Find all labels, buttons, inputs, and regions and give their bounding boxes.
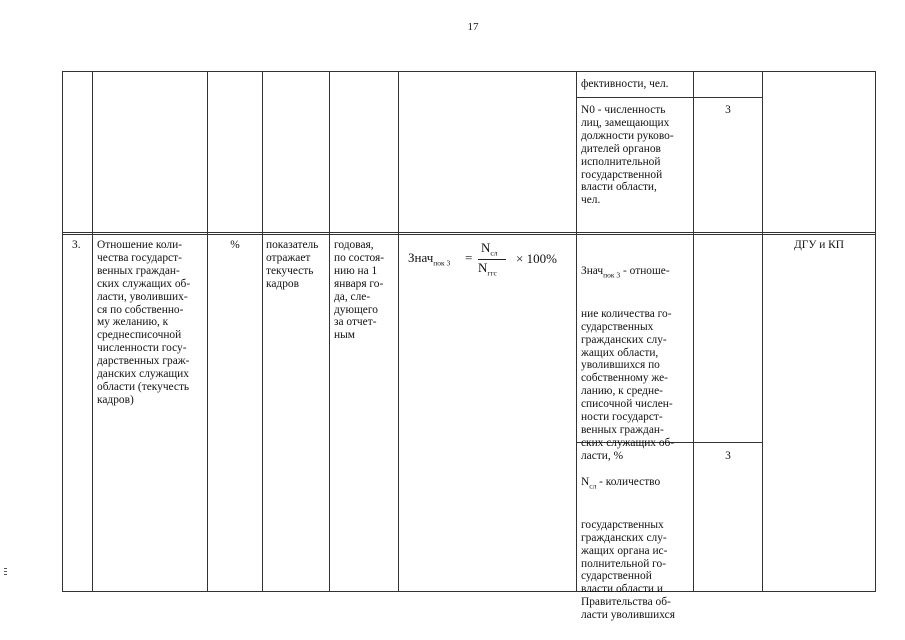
responsible-body: ДГУ и КП xyxy=(793,239,845,251)
formula-equals: = xyxy=(465,250,473,265)
unit-of-measure: % xyxy=(230,239,240,251)
formula-denominator: $N_{ггс}$ xyxy=(478,260,497,278)
table-border-right xyxy=(875,71,876,592)
col-divider xyxy=(262,71,263,592)
row-divider xyxy=(62,234,876,235)
formula-numerator: $N_{сл}$ xyxy=(481,240,498,258)
table-border-left xyxy=(62,71,63,592)
page-number: 17 xyxy=(467,21,479,33)
formula-lhs: Знач$_{пок 3}$ xyxy=(408,250,451,268)
row-subdivider xyxy=(576,97,763,98)
col-divider xyxy=(398,71,399,592)
indicator-description: показатель отражает текучесть кадров xyxy=(266,239,319,290)
row1-variable-code-2: 3 xyxy=(725,104,731,116)
col-divider xyxy=(92,71,93,592)
col-divider xyxy=(576,71,577,592)
col-divider xyxy=(207,71,208,592)
row1-variable-text-1: фективности, чел. xyxy=(581,78,669,90)
row1-variable-text-2: N0 - численность лиц, замещающих должности руково- дителей органов исполнительной государственной власти области, чел. xyxy=(581,104,674,207)
row-number: 3. xyxy=(72,239,81,251)
col-divider xyxy=(693,71,694,592)
row-divider xyxy=(62,232,876,233)
variable-definition-2: $N_{сл}$ - количество государственных гражданских слу- жащих органа ис- полнительной го- сударственной власти области и Правительства об- ласти уволившихся xyxy=(581,475,675,622)
margin-mark xyxy=(4,571,7,572)
col-divider xyxy=(762,71,763,592)
margin-mark xyxy=(4,574,7,575)
variable-code-2: 3 xyxy=(725,450,731,462)
formula-multiplier: × 100% xyxy=(516,251,557,266)
margin-mark xyxy=(4,568,7,569)
indicator-name: Отношение коли- чества государст- венных граждан- ских служащих об- ласти, уволивших- ся по собственно- му желанию, к среднесписочной численности госу- дарственных граж- данских служащих области (текучесть кадров) xyxy=(97,239,191,406)
table-border-bottom xyxy=(62,591,876,592)
table-border-top xyxy=(62,71,876,72)
variable-definition-1: Знач$_{пок 3}$ - отноше- ние количества го- сударственных гражданских слу- жащих области, уволившихся по собственному же- ланию, к средне- списочной числен- ности государст- венных граждан- ских служащих об- ласти, % xyxy=(581,264,675,462)
col-divider xyxy=(329,71,330,592)
periodicity: годовая, по состоя- нию на 1 января го- да, сле- дующего за отчет- ным xyxy=(334,239,385,342)
